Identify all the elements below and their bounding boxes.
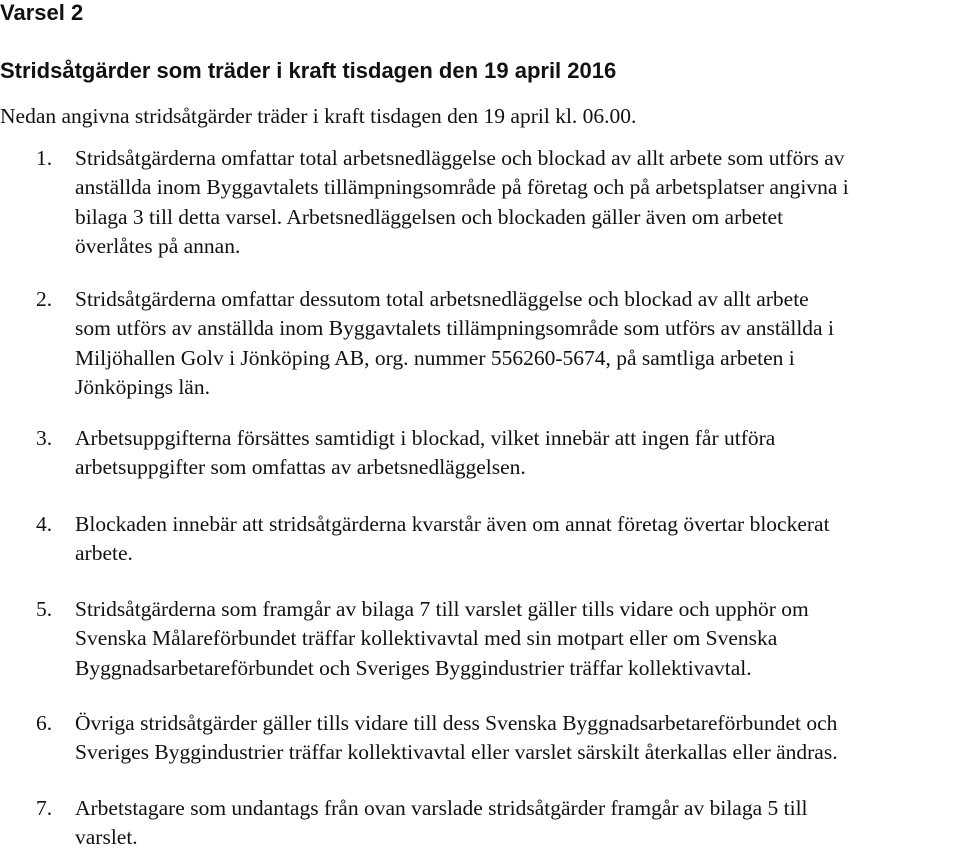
text-line: Övriga stridsåtgärder gäller tills vidare till dess Svenska Byggnadsarbetareförbundet och <box>75 711 838 735</box>
text-line: arbete. <box>75 541 133 566</box>
list-item-number: 5. <box>36 597 53 621</box>
document-title: Varsel 2 <box>0 0 84 25</box>
text-line: arbetsuppgifter som omfattas av arbetsnedläggelsen. <box>75 455 526 480</box>
text-line: Stridsåtgärderna omfattar total arbetsnedläggelse och blockad av allt arbete som utförs av <box>75 146 845 170</box>
text-line: Arbetsuppgifterna försättes samtidigt i blockad, vilket innebär att ingen får utföra <box>75 426 776 450</box>
list-item-number: 7. <box>36 796 53 820</box>
text-line: överlåtes på annan. <box>75 233 241 258</box>
text-line: bilaga 3 till detta varsel. Arbetsnedläggelsen och blockaden gäller även om arbetet <box>75 204 784 229</box>
list-item-number: 3. <box>36 426 53 450</box>
list-item-text <box>75 709 960 768</box>
text-line: anställda inom Byggavtalets tillämpningsområde på företag och på arbetsplatser angivna i <box>75 175 849 200</box>
list-item-text <box>75 510 960 569</box>
text-line: Byggnadsarbetareförbundet och Sveriges Byggindustrier träffar kollektivavtal. <box>75 655 752 680</box>
text-line: Svenska Målareförbundet träffar kollektivavtal med sin motpart eller om Svenska <box>75 626 778 651</box>
list-item-text <box>75 285 960 402</box>
list-item-text <box>75 595 960 683</box>
list-item-text <box>75 144 960 261</box>
list-item-number: 4. <box>36 512 53 536</box>
text-line: Stridsåtgärderna som framgår av bilaga 7 till varslet gäller tills vidare och upphör om <box>75 597 809 621</box>
list-item-text <box>75 794 960 853</box>
text-line: Stridsåtgärderna omfattar dessutom total arbetsnedläggelse och blockad av allt arbete <box>75 287 809 311</box>
document-subtitle: Stridsåtgärder som träder i kraft tisdagen den 19 april 2016 <box>0 58 617 83</box>
list-item-number: 6. <box>36 711 53 735</box>
text-line: varslet. <box>75 825 138 850</box>
text-line: Blockaden innebär att stridsåtgärderna kvarstår även om annat företag övertar blockerat <box>75 512 830 536</box>
text-line: Miljöhallen Golv i Jönköping AB, org. nummer 556260-5674, på samtliga arbeten i <box>75 345 795 370</box>
list-item-text <box>75 424 960 483</box>
intro-paragraph: Nedan angivna stridsåtgärder träder i kraft tisdagen den 19 april kl. 06.00. <box>0 104 637 128</box>
list-item-number: 1. <box>36 146 53 170</box>
list-item-number: 2. <box>36 287 53 311</box>
text-line: som utförs av anställda inom Byggavtalets tillämpningsområde som utförs av anställda i <box>75 316 834 341</box>
text-line: Sveriges Byggindustrier träffar kollektivavtal eller varslet särskilt återkallas eller ändras. <box>75 740 838 765</box>
text-line: Arbetstagare som undantags från ovan varslade stridsåtgärder framgår av bilaga 5 till <box>75 796 808 820</box>
text-line: Jönköpings län. <box>75 374 210 399</box>
